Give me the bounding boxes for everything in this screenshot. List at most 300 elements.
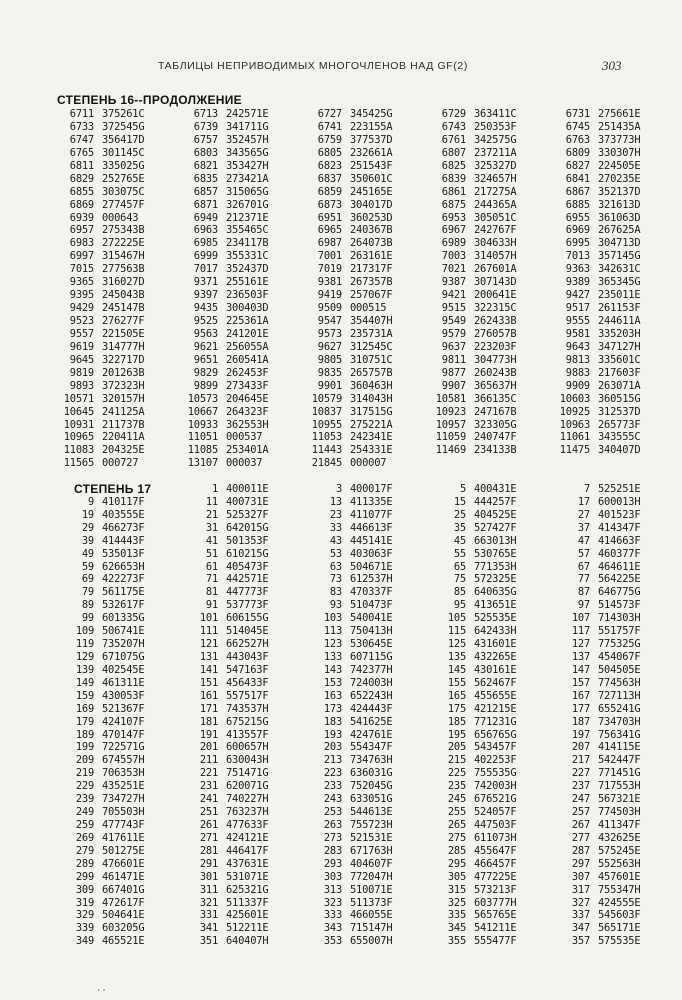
polynomial-index: 179 <box>75 715 94 728</box>
polynomial-code: 506741E <box>102 625 145 638</box>
table-cell <box>180 612 304 625</box>
table-cell <box>180 780 304 793</box>
table-cell <box>552 703 676 716</box>
polynomial-index: 137 <box>571 650 590 663</box>
table-cell <box>552 884 676 897</box>
table-cell <box>428 367 552 380</box>
polynomial-index: 251 <box>199 806 218 819</box>
table-row <box>56 612 676 625</box>
table-cell <box>428 393 552 406</box>
table-cell <box>56 147 180 160</box>
polynomial-index: 71 <box>205 573 218 586</box>
polynomial-code: 671763H <box>350 844 393 857</box>
polynomial-index: 10955 <box>311 418 342 431</box>
polynomial-index: 11061 <box>559 431 590 444</box>
polynomial-code: 343555C <box>598 431 641 444</box>
table-cell <box>428 897 552 910</box>
polynomial-code: 325327D <box>474 159 517 172</box>
table-row <box>56 664 676 677</box>
table-cell <box>304 548 428 561</box>
polynomial-index: 10581 <box>435 392 466 405</box>
table-cell <box>56 754 180 767</box>
table-cell <box>428 121 552 134</box>
polynomial-index: 10931 <box>63 418 94 431</box>
polynomial-code: 743537H <box>226 702 269 715</box>
polynomial-index: 185 <box>447 715 466 728</box>
polynomial-index: 229 <box>75 780 94 793</box>
polynomial-code: 477743F <box>102 818 145 831</box>
polynomial-code: 510473F <box>350 599 393 612</box>
polynomial-index: 133 <box>323 650 342 663</box>
polynomial-index: 9645 <box>69 353 94 366</box>
table-cell <box>304 703 428 716</box>
polynomial-code: 360463H <box>350 379 393 392</box>
table-cell <box>552 793 676 806</box>
polynomial-index: 6857 <box>193 185 218 198</box>
table-cell <box>304 186 428 199</box>
polynomial-index: 7003 <box>441 250 466 263</box>
table-row <box>56 922 676 935</box>
table-cell <box>304 793 428 806</box>
table-cell <box>56 302 180 315</box>
table-cell <box>304 380 428 393</box>
polynomial-code: 445141E <box>350 534 393 547</box>
polynomial-code: 565171E <box>598 922 641 935</box>
table-cell <box>56 703 180 716</box>
table-cell <box>304 289 428 302</box>
table-row <box>56 250 676 263</box>
polynomial-code: 326701G <box>226 198 269 211</box>
table-cell <box>304 729 428 742</box>
table-cell <box>428 935 552 948</box>
table-cell <box>552 419 676 432</box>
table-cell <box>552 496 676 509</box>
polynomial-index: 6763 <box>565 133 590 146</box>
polynomial-code: 575535E <box>598 935 641 948</box>
polynomial-index: 9563 <box>193 327 218 340</box>
table-cell <box>428 664 552 677</box>
table-cell <box>180 625 304 638</box>
table-cell <box>304 444 428 457</box>
table-cell <box>56 922 180 935</box>
polynomial-code: 774563H <box>598 676 641 689</box>
polynomial-index: 11565 <box>63 457 94 470</box>
polynomial-index: 9909 <box>565 379 590 392</box>
table-cell <box>56 561 180 574</box>
table-cell <box>428 147 552 160</box>
polynomial-index: 9805 <box>317 353 342 366</box>
polynomial-code: 557517F <box>226 689 269 702</box>
polynomial-code: 257067F <box>350 289 393 302</box>
polynomial-index: 9371 <box>193 276 218 289</box>
polynomial-index: 261 <box>199 818 218 831</box>
polynomial-index: 6809 <box>565 146 590 159</box>
table-cell <box>304 212 428 225</box>
polynomial-code: 476601E <box>102 857 145 870</box>
polynomial-code: 555477F <box>474 935 517 948</box>
polynomial-code: 663013H <box>474 534 517 547</box>
polynomial-code: 573213F <box>474 883 517 896</box>
table-cell <box>428 884 552 897</box>
table-cell <box>56 108 180 121</box>
polynomial-code: 372323H <box>102 379 145 392</box>
polynomial-code: 564225E <box>598 573 641 586</box>
table-cell <box>180 431 304 444</box>
polynomial-code: 347127H <box>598 340 641 353</box>
polynomial-index: 169 <box>75 702 94 715</box>
polynomial-index: 45 <box>453 534 466 547</box>
polynomial-code: 273421A <box>226 172 269 185</box>
polynomial-index: 197 <box>571 728 590 741</box>
polynomial-code: 404525E <box>474 508 517 521</box>
table-cell <box>552 677 676 690</box>
table-cell <box>428 909 552 922</box>
polynomial-index: 43 <box>329 534 342 547</box>
table-cell <box>428 108 552 121</box>
polynomial-index: 6837 <box>317 172 342 185</box>
polynomial-index: 125 <box>447 638 466 651</box>
polynomial-code: 242767F <box>474 224 517 237</box>
table-cell <box>552 729 676 742</box>
polynomial-index: 9621 <box>193 340 218 353</box>
polynomial-index: 243 <box>323 793 342 806</box>
table-cell <box>56 871 180 884</box>
polynomial-code: 606155G <box>226 612 269 625</box>
table-cell <box>552 909 676 922</box>
table-cell <box>428 561 552 574</box>
polynomial-code: 264323F <box>226 405 269 418</box>
polynomial-index <box>552 457 590 470</box>
polynomial-index: 165 <box>447 689 466 702</box>
table-row <box>56 212 676 225</box>
polynomial-index: 29 <box>81 521 94 534</box>
polynomial-code: 535013F <box>102 547 145 560</box>
polynomial-index: 6957 <box>69 224 94 237</box>
polynomial-code: 772047H <box>350 870 393 883</box>
polynomial-index: 217 <box>571 754 590 767</box>
polynomial-index: 6713 <box>193 108 218 120</box>
table-cell <box>56 121 180 134</box>
polynomial-code: 275221A <box>350 418 393 431</box>
polynomial-code: 305051C <box>474 211 517 224</box>
polynomial-index: 319 <box>75 896 94 909</box>
table-cell <box>56 625 180 638</box>
polynomial-index: 85 <box>453 586 466 599</box>
polynomial-code: 444257F <box>474 495 517 508</box>
table-cell <box>180 651 304 664</box>
polynomial-code: 241125A <box>102 405 145 418</box>
polynomial-index: 6871 <box>193 198 218 211</box>
table-row <box>56 625 676 638</box>
table-cell <box>552 741 676 754</box>
table-row <box>56 108 676 121</box>
polynomial-code: 411077F <box>350 508 393 521</box>
table-row <box>56 431 676 444</box>
table-cell <box>56 897 180 910</box>
table-cell <box>180 561 304 574</box>
polynomial-index: 6811 <box>69 159 94 172</box>
polynomial-code: 655007H <box>350 935 393 948</box>
table-cell <box>428 341 552 354</box>
table-row <box>56 328 676 341</box>
table-cell <box>304 819 428 832</box>
polynomial-index: 9363 <box>565 263 590 276</box>
table-cell <box>428 406 552 419</box>
table-cell <box>56 496 180 509</box>
polynomial-code: 443043F <box>226 650 269 663</box>
polynomial-index: 57 <box>577 547 590 560</box>
polynomial-index: 3 <box>335 483 342 495</box>
table-cell <box>56 858 180 871</box>
polynomial-code: 235011E <box>598 289 641 302</box>
polynomial-code: 277457F <box>102 198 145 211</box>
polynomial-code: 545603F <box>598 909 641 922</box>
polynomial-index: 6745 <box>565 120 590 133</box>
table-cell <box>304 535 428 548</box>
polynomial-code: 275343B <box>102 224 145 237</box>
table-cell <box>180 884 304 897</box>
polynomial-code: 501275E <box>102 844 145 857</box>
table-cell <box>428 871 552 884</box>
polynomial-code: 247167B <box>474 405 517 418</box>
table-cell <box>552 160 676 173</box>
polynomial-index: 6733 <box>69 120 94 133</box>
polynomial-index: 47 <box>577 534 590 547</box>
polynomial-index: 289 <box>75 857 94 870</box>
polynomial-code: 304773H <box>474 353 517 366</box>
table-cell <box>180 754 304 767</box>
polynomial-code: 414115E <box>598 741 641 754</box>
polynomial-code: 431601E <box>474 638 517 651</box>
table-cell <box>552 457 676 470</box>
polynomial-index: 9811 <box>441 353 466 366</box>
polynomial-index: 147 <box>571 663 590 676</box>
polynomial-code: 477633F <box>226 818 269 831</box>
table-row <box>56 419 676 432</box>
polynomial-code: 525535E <box>474 612 517 625</box>
polynomial-index: 6963 <box>193 224 218 237</box>
polynomial-code: 315065G <box>226 185 269 198</box>
polynomial-index: 39 <box>81 534 94 547</box>
polynomial-index: 9421 <box>441 289 466 302</box>
polynomial-code: 000537 <box>226 431 263 444</box>
table-cell <box>304 354 428 367</box>
table-row <box>56 586 676 599</box>
polynomial-code: 204325E <box>102 444 145 457</box>
polynomial-code: 211737B <box>102 418 145 431</box>
polynomial-index: 25 <box>453 508 466 521</box>
table-cell <box>304 638 428 651</box>
table-cell <box>304 767 428 780</box>
polynomial-index: 1 <box>211 483 218 495</box>
polynomial-code: 373773H <box>598 133 641 146</box>
table-row <box>56 367 676 380</box>
polynomial-code: 511373F <box>350 896 393 909</box>
polynomial-index: 67 <box>577 560 590 573</box>
table-cell <box>428 845 552 858</box>
polynomial-index: 6825 <box>441 159 466 172</box>
polynomial-code: 432265E <box>474 650 517 663</box>
table-row <box>56 535 676 548</box>
table-cell <box>552 173 676 186</box>
polynomial-code: 742003H <box>474 780 517 793</box>
polynomial-code: 241201E <box>226 327 269 340</box>
table-cell <box>428 741 552 754</box>
table-cell <box>180 858 304 871</box>
polynomial-code: 466457F <box>474 857 517 870</box>
polynomial-code: 425601E <box>226 909 269 922</box>
table-cell <box>56 935 180 948</box>
polynomial-index: 51 <box>205 547 218 560</box>
polynomial-code: 345425G <box>350 108 393 120</box>
table-cell <box>552 845 676 858</box>
polynomial-code: 504641E <box>102 909 145 922</box>
polynomial-code: 405473F <box>226 560 269 573</box>
table-row <box>56 496 676 509</box>
polynomial-index: 109 <box>75 625 94 638</box>
table-cell <box>304 121 428 134</box>
polynomial-index: 317 <box>571 883 590 896</box>
polynomial-index: 6823 <box>317 159 342 172</box>
polynomial-index: 10965 <box>63 431 94 444</box>
table-row <box>56 509 676 522</box>
table-cell <box>56 341 180 354</box>
table-cell <box>56 367 180 380</box>
polynomial-code: 304713D <box>598 237 641 250</box>
polynomial-index: 355 <box>447 935 466 948</box>
polynomial-code: 314043H <box>350 392 393 405</box>
polynomial-index: 6827 <box>565 159 590 172</box>
table-cell <box>304 522 428 535</box>
polynomial-index: 275 <box>447 831 466 844</box>
polynomial-code: 525327F <box>226 508 269 521</box>
polynomial-code: 276057B <box>474 327 517 340</box>
polynomial-index: 311 <box>199 883 218 896</box>
table-cell <box>428 160 552 173</box>
polynomial-index: 167 <box>571 689 590 702</box>
polynomial-code: 335025G <box>102 159 145 172</box>
polynomial-code: 335203H <box>598 327 641 340</box>
table-cell <box>552 716 676 729</box>
table-row <box>56 237 676 250</box>
polynomial-code: 446417F <box>226 844 269 857</box>
polynomial-index: 11475 <box>559 444 590 457</box>
polynomial-index: 6967 <box>441 224 466 237</box>
polynomial-code: 322315C <box>474 302 517 315</box>
table-cell <box>428 380 552 393</box>
table-cell <box>180 535 304 548</box>
table-cell <box>428 237 552 250</box>
polynomial-code: 572325E <box>474 573 517 586</box>
polynomial-code: 212371E <box>226 211 269 224</box>
polynomial-index: 193 <box>323 728 342 741</box>
polynomial-index: 153 <box>323 676 342 689</box>
polynomial-index: 6765 <box>69 146 94 159</box>
table-cell <box>304 147 428 160</box>
polynomial-code: 330307H <box>598 146 641 159</box>
polynomial-index: 173 <box>323 702 342 715</box>
table-cell <box>428 457 552 470</box>
polynomial-code: 315467H <box>102 250 145 263</box>
polynomial-code: 771451G <box>598 767 641 780</box>
polynomial-index: 9619 <box>69 340 94 353</box>
polynomial-code: 304633H <box>474 237 517 250</box>
polynomial-code: 340407D <box>598 444 641 457</box>
polynomial-code: 575245E <box>598 844 641 857</box>
table-cell <box>552 289 676 302</box>
polynomial-index: 157 <box>571 676 590 689</box>
table-cell <box>56 250 180 263</box>
table-cell <box>180 457 304 470</box>
polynomial-code: 424761E <box>350 728 393 741</box>
polynomial-index: 303 <box>323 870 342 883</box>
polynomial-index: 155 <box>447 676 466 689</box>
polynomial-code: 442571E <box>226 573 269 586</box>
table-cell <box>428 315 552 328</box>
footer-mark: ·· <box>96 986 107 996</box>
table-cell <box>552 767 676 780</box>
table-cell <box>56 224 180 237</box>
table-cell <box>180 354 304 367</box>
table-cell <box>180 160 304 173</box>
table-cell <box>428 535 552 548</box>
polynomial-index: 265 <box>447 818 466 831</box>
polynomial-code: 424121E <box>226 831 269 844</box>
table-cell <box>180 729 304 742</box>
polynomial-index: 9819 <box>69 366 94 379</box>
polynomial-index: 9381 <box>317 276 342 289</box>
polynomial-code: 466055E <box>350 909 393 922</box>
polynomial-code: 267357B <box>350 276 393 289</box>
polynomial-code: 261153F <box>598 302 641 315</box>
polynomial-index: 7015 <box>69 263 94 276</box>
polynomial-code: 355465C <box>226 224 269 237</box>
polynomial-code: 263161E <box>350 250 393 263</box>
polynomial-code: 527427F <box>474 521 517 534</box>
polynomial-index: 9579 <box>441 327 466 340</box>
polynomial-code: 360515G <box>598 392 641 405</box>
polynomial-index: 241 <box>199 793 218 806</box>
table-row <box>56 741 676 754</box>
polynomial-index: 9835 <box>317 366 342 379</box>
polynomial-code: 244611A <box>598 315 641 327</box>
polynomial-code: 674557H <box>102 754 145 767</box>
table-cell <box>304 935 428 948</box>
polynomial-index: 207 <box>571 741 590 754</box>
polynomial-index: 6955 <box>565 211 590 224</box>
polynomial-code: 235731A <box>350 327 393 340</box>
polynomial-code: 552563H <box>598 857 641 870</box>
polynomial-code: 504505E <box>598 663 641 676</box>
polynomial-code: 404607F <box>350 857 393 870</box>
table-cell <box>180 250 304 263</box>
table-cell <box>428 302 552 315</box>
polynomial-index: 295 <box>447 857 466 870</box>
table-cell <box>428 522 552 535</box>
polynomial-index: 175 <box>447 702 466 715</box>
polynomial-code: 375261C <box>102 108 145 120</box>
polynomial-code: 314777H <box>102 340 145 353</box>
polynomial-index: 9387 <box>441 276 466 289</box>
polynomial-index: 9893 <box>69 379 94 392</box>
polynomial-code: 232661A <box>350 146 393 159</box>
polynomial-code: 430161E <box>474 663 517 676</box>
table-row <box>56 173 676 186</box>
table-cell <box>56 729 180 742</box>
table-row <box>56 406 676 419</box>
polynomial-code: 260243B <box>474 366 517 379</box>
polynomial-index: 321 <box>199 896 218 909</box>
